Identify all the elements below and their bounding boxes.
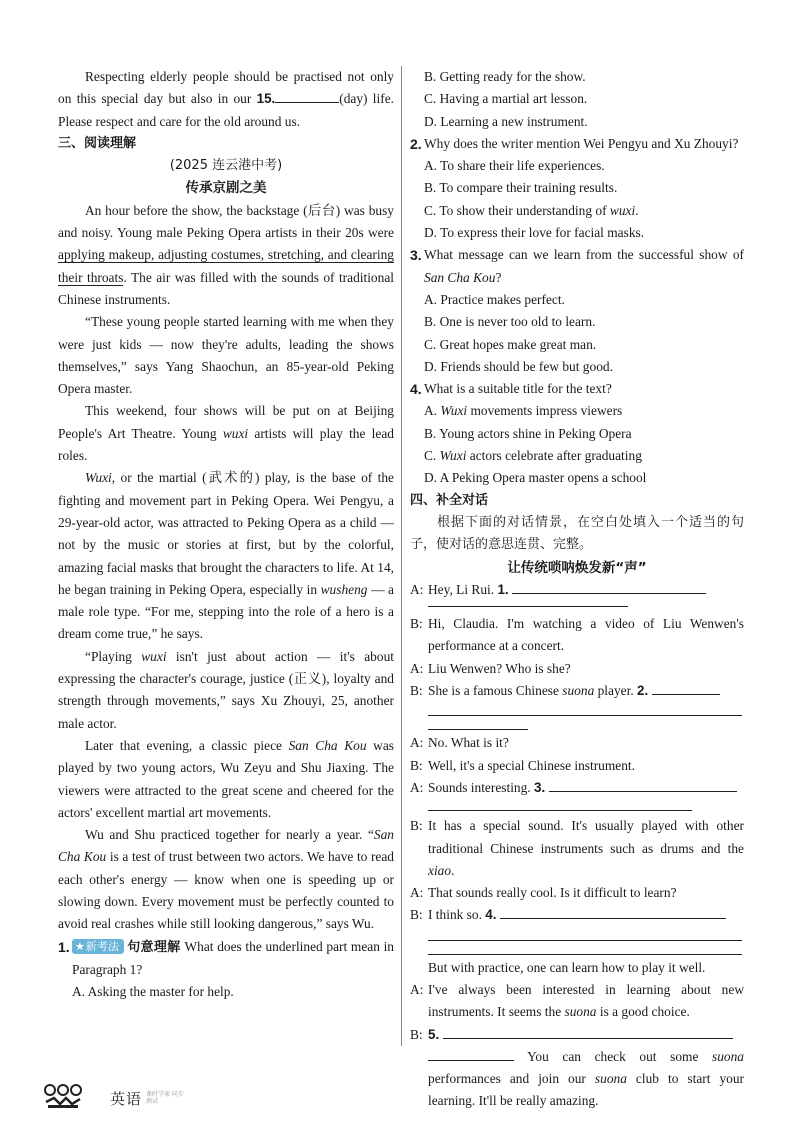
p6-a: Later that evening, a classic piece <box>85 737 289 753</box>
new-method-badge <box>72 939 124 954</box>
p3-b: artists will play the lead roles. <box>58 425 394 464</box>
dialog-line-12 <box>410 1024 744 1113</box>
q2-option-b[interactable]: B. To compare their training results. <box>424 180 618 196</box>
publisher-logo-icon <box>40 1080 86 1110</box>
dialog-line-9 <box>410 882 744 904</box>
dialog-title: 让传统唢呐焕发新“声” <box>507 559 647 576</box>
question-type-label: 句意理解 <box>126 939 181 955</box>
question-number-3: 3. <box>410 247 422 264</box>
section-4-title: 四、补全对话 <box>410 492 489 508</box>
source-label: (2025 连云港中考) <box>169 158 283 174</box>
underlined-part: applying makeup, adjusting costumes, stretching, and clearing their throats <box>58 247 394 285</box>
p4-a: , or the martial (武术的) play, is the base of the fighting and movement part in Peking Opera. Wei Pengyu, a 29-year-old actor, was attracted to Peking Opera as a child — not by the music or stories at first, but by the colorful, amazing facial masks that brought the characters to life. At 14, he began training in Peking Opera, especially in <box>58 470 394 597</box>
star-icon: ★ <box>75 939 85 953</box>
dialog-line-11 <box>410 979 744 1024</box>
q4c-b: actors celebrate after graduating <box>466 448 642 464</box>
footer-small-text: 课时学案 同步测试 <box>146 1091 184 1105</box>
d4-b: player. <box>594 683 638 699</box>
q2c-italic: wuxi <box>609 202 636 218</box>
d4-a: She is a famous Chinese <box>428 683 563 699</box>
q3-text-b: ? <box>495 269 502 285</box>
p3-italic: wuxi <box>222 425 249 441</box>
d11-b: is a good choice. <box>596 1004 690 1020</box>
speaker-a: A: <box>410 735 424 751</box>
article-paragraph-5 <box>58 646 394 735</box>
p7-a: Wu and Shu practiced together for nearly a year. “ <box>85 827 374 843</box>
d4-italic: suona <box>562 683 595 699</box>
question-1-text: What does the underlined part mean in Paragraph 1? <box>72 938 394 977</box>
blank-5-line-1[interactable] <box>443 1024 733 1039</box>
question-1 <box>58 936 394 982</box>
dialog-line-2 <box>410 613 744 658</box>
blank-number-1: 1. <box>497 581 509 597</box>
blank-2-line-3[interactable] <box>428 716 528 730</box>
speaker-b: B: <box>410 757 423 773</box>
dialog-line-8 <box>410 815 744 882</box>
dialog-instructions: 根据下面的对话情景，在空白处填入一个适当的句子，使对话的意思连贯、完整。 <box>410 514 744 553</box>
blank-number-3: 3. <box>534 779 546 795</box>
q4a-a: A. <box>424 403 441 419</box>
question-4-text: What is a suitable title for the text? <box>424 381 612 397</box>
q2-option-d[interactable]: D. To express their love for facial masks. <box>424 225 645 241</box>
intro-text: Respecting elderly people should be practised not only on this special day but also in our <box>58 69 394 107</box>
d10-after: But with practice, one can learn how to play it well. <box>428 959 706 975</box>
blank-4-line-1[interactable] <box>500 904 726 919</box>
blank-5-line-2[interactable] <box>428 1046 514 1061</box>
speaker-a: A: <box>410 981 424 997</box>
q2-option-a[interactable]: A. To share their life experiences. <box>424 158 605 174</box>
d10-text: I think so. <box>428 907 486 923</box>
speaker-a: A: <box>410 779 424 795</box>
q3-option-d[interactable]: D. Friends should be few but good. <box>424 358 613 374</box>
p7-italic: San Cha Kou <box>58 827 394 865</box>
column-divider <box>401 66 402 1046</box>
speaker-b: B: <box>410 683 423 699</box>
q2c-b: . <box>635 202 639 218</box>
section-3-title: 三、阅读理解 <box>58 135 137 151</box>
blank-2-line-1[interactable] <box>652 680 720 695</box>
article-paragraph-6 <box>58 735 394 824</box>
blank-number-4: 4. <box>485 907 497 923</box>
dialog-line-3 <box>410 658 744 680</box>
article-title: 传承京剧之美 <box>185 180 267 197</box>
article-paragraph-1 <box>58 200 394 311</box>
question-2-text: Why does the writer mention Wei Pengyu and Xu Zhouyi? <box>424 135 739 151</box>
dialog-line-5 <box>410 732 744 754</box>
d5-text: No. What is it? <box>428 735 509 751</box>
p1-end: . The air was filled with the sounds of traditional Chinese instruments. <box>58 269 394 307</box>
d11-italic: suona <box>564 1004 597 1020</box>
d1-text: Hey, Li Rui. <box>428 581 498 597</box>
d8-italic: xiao <box>428 862 452 878</box>
d3-text: Liu Wenwen? Who is she? <box>428 660 571 676</box>
p6-b: was played by two young actors, Wu Zeyu and Shu Jiaxing. The viewers were attracted to the great scene and cheered for the actors' excellent martial art movements. <box>58 737 394 820</box>
q3-text-italic: San Cha Kou <box>424 269 496 285</box>
blank-1-line-1[interactable] <box>512 579 706 594</box>
q3-text-a: What message can we learn from the successful show of <box>424 247 744 263</box>
q1-option-c[interactable]: C. Having a martial art lesson. <box>424 91 588 107</box>
d11-a: I've always been interested in learning about new instruments. It seems the <box>428 981 744 1020</box>
question-number-2: 2. <box>410 135 422 152</box>
article-paragraph-7 <box>58 824 394 935</box>
d8-b: . <box>451 862 455 878</box>
q2-option-c[interactable] <box>410 200 744 222</box>
speaker-b: B: <box>410 1026 423 1042</box>
q4c-a: C. <box>424 448 440 464</box>
blank-number-15: 15. <box>256 91 276 107</box>
question-number-1: 1. <box>58 938 70 955</box>
d12-italic-1: suona <box>712 1048 744 1064</box>
q3-option-b[interactable]: B. One is never too old to learn. <box>424 314 596 330</box>
q4-option-b[interactable]: B. Young actors shine in Peking Opera <box>424 425 632 441</box>
q4-option-d[interactable]: D. A Peking Opera master opens a school <box>424 470 647 486</box>
p7-b: is a test of trust between two actors. We have to read each other's energy — know when one is speeding up or slowing down. Every movement must be perfectly counted to avoid real crashes while still looking dangerous,” says Wu. <box>58 849 395 932</box>
p3-a: This weekend, four shows will be put on at Beijing People's Art Theatre. Young <box>58 403 394 441</box>
dialog-line-4 <box>410 680 744 730</box>
footer-subject: 英语 <box>110 1090 143 1108</box>
question-number-4: 4. <box>410 381 422 398</box>
q3-option-a[interactable]: A. Practice makes perfect. <box>424 291 565 307</box>
p5-italic: wuxi <box>141 648 167 664</box>
article-paragraph-3 <box>58 400 394 467</box>
d8-a: It has a special sound. It's usually played with other traditional Chinese instruments such as drums and the <box>428 818 744 856</box>
p4-italic-2: wusheng <box>320 581 368 597</box>
d6-text: Well, it's a special Chinese instrument. <box>428 757 635 773</box>
q4c-italic: Wuxi <box>439 448 467 464</box>
question-2 <box>410 133 744 155</box>
question-3 <box>410 244 744 289</box>
intro-after-text: (day) life. Please respect and care for the old around us. <box>58 91 394 129</box>
q1-option-a[interactable]: A. Asking the master for help. <box>72 984 234 1000</box>
d2-text: Hi, Claudia. I'm watching a video of Liu Wenwen's performance at a concert. <box>428 616 744 654</box>
blank-number-5: 5. <box>428 1026 440 1042</box>
dialog-line-10 <box>410 904 744 979</box>
blank-number-2: 2. <box>637 683 649 699</box>
dialog-line-1 <box>410 579 744 607</box>
q4a-italic: Wuxi <box>440 403 468 419</box>
p4-italic-1: Wuxi <box>85 470 112 486</box>
blank-3-line-2[interactable] <box>428 799 692 811</box>
p6-italic: San Cha Kou <box>288 737 367 753</box>
article-paragraph-4 <box>58 467 394 645</box>
q1-option-d[interactable]: D. Learning a new instrument. <box>424 113 588 129</box>
d12-a: You can check out some <box>514 1048 712 1064</box>
question-4 <box>410 378 744 400</box>
dialog-line-7 <box>410 777 744 811</box>
right-column <box>410 66 744 1113</box>
intro-paragraph <box>58 66 394 133</box>
blank-4-line-3[interactable] <box>428 941 742 955</box>
speaker-b: B: <box>410 907 423 923</box>
blank-15[interactable] <box>275 88 339 103</box>
d12-italic-2: suona <box>594 1071 627 1087</box>
badge-label: 新考法 <box>85 939 119 953</box>
dialog-line-6 <box>410 755 744 777</box>
p1-start: An hour before the show, the backstage (后台) was busy and noisy. Young male Peking Opera artists in their 20s were <box>58 202 394 241</box>
blank-2-line-2[interactable] <box>428 702 742 716</box>
speaker-a: A: <box>410 660 424 676</box>
speaker-b: B: <box>410 616 423 632</box>
d7-text: Sounds interesting. <box>428 779 535 795</box>
d12-c: club to start your learning. It'll be really amazing. <box>428 1071 744 1109</box>
left-column <box>58 66 394 1003</box>
d9-text: That sounds really cool. Is it difficult to learn? <box>428 885 677 901</box>
d12-b: performances and join our <box>428 1071 595 1087</box>
speaker-a: A: <box>410 581 424 597</box>
q2c-a: C. To show their understanding of <box>424 202 610 218</box>
p5-a: “Playing <box>85 648 142 664</box>
p4-b: — a male role type. “For me, stepping into the role of a hero is a dream come true,” he says. <box>58 581 394 642</box>
article-paragraph-2: “These young people started learning with me when they were just kids — now they're adults, leading the shows themselves,” says Yang Shaochun, an 85-year-old Peking Opera master. <box>58 314 394 397</box>
speaker-b: B: <box>410 818 423 834</box>
q3-option-c[interactable]: C. Great hopes make great man. <box>424 336 597 352</box>
p5-b: isn't just about action — it's about expressing the character's courage, justice (正义), loyalty and strength through movements,” says Xu Zhouyi, 25, another male actor. <box>58 648 394 731</box>
speaker-a: A: <box>410 885 424 901</box>
q4-option-c[interactable] <box>410 445 744 467</box>
q1-option-b[interactable]: B. Getting ready for the show. <box>424 69 586 84</box>
blank-4-line-2[interactable] <box>428 927 742 941</box>
blank-3-line-1[interactable] <box>549 777 737 792</box>
q4-option-a[interactable] <box>410 400 744 422</box>
q4a-b: movements impress viewers <box>467 403 623 419</box>
